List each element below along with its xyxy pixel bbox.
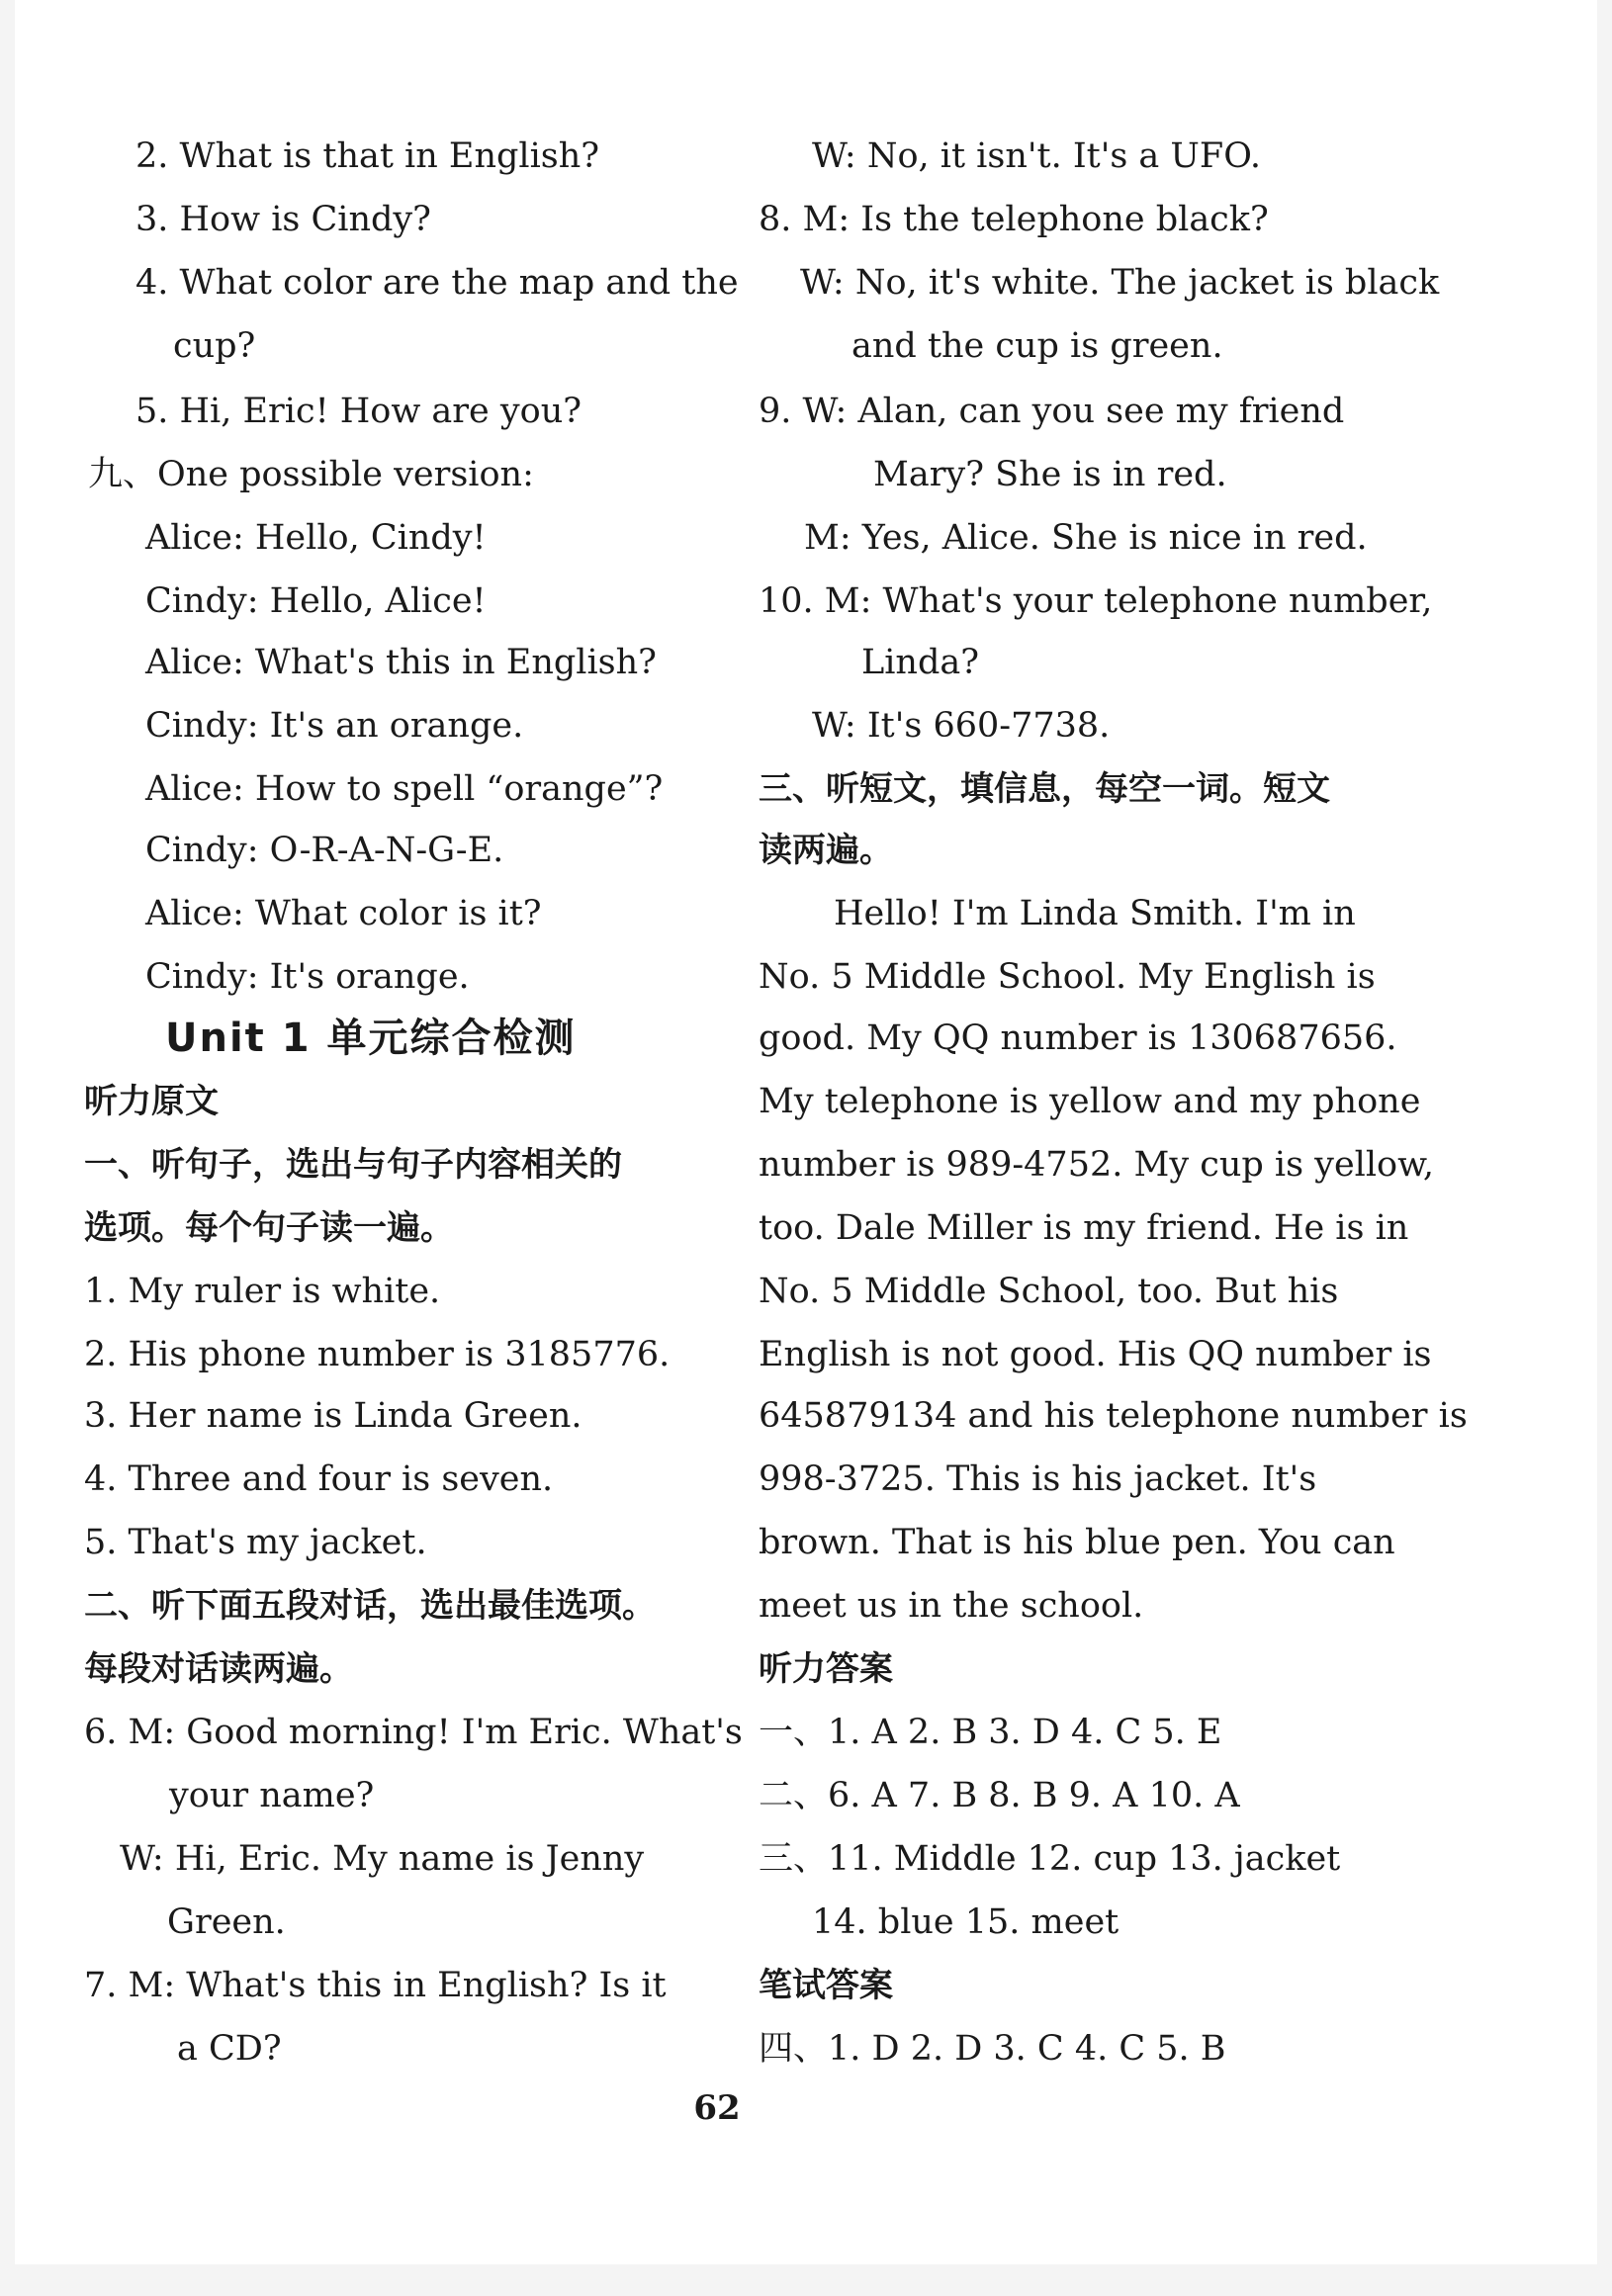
dialogue-line: a CD? — [177, 2029, 282, 2069]
dialogue-line: your name? — [169, 1776, 375, 1815]
dialogue-line: 10. M: What's your telephone number, — [759, 581, 1433, 621]
dialogue-line: Cindy: It's an orange. — [145, 706, 524, 746]
question-line: cup? — [173, 326, 256, 366]
passage-line: meet us in the school. — [759, 1586, 1144, 1626]
answer-line: 一、1. A 2. B 3. D 4. C 5. E — [759, 1713, 1222, 1752]
dialogue-line: and the cup is green. — [851, 326, 1223, 366]
answer-line: 三、11. Middle 12. cup 13. jacket — [759, 1839, 1341, 1879]
document-page — [15, 0, 1597, 2264]
passage-line: too. Dale Miller is my friend. He is in — [759, 1208, 1409, 1248]
dialogue-line: 8. M: Is the telephone black? — [759, 200, 1269, 239]
section-heading: 二、听下面五段对话，选出最佳选项。 — [84, 1586, 656, 1626]
dialogue-line: W: Hi, Eric. My name is Jenny — [120, 1839, 645, 1879]
question-line: 3. How is Cindy? — [135, 200, 431, 239]
question-line: 2. What is that in English? — [135, 136, 600, 176]
section-heading: 三、听短文，填信息，每空一词。短文 — [759, 769, 1330, 809]
section-heading: 听力原文 — [84, 1082, 219, 1121]
dialogue-line: 9. W: Alan, can you see my friend — [759, 392, 1345, 431]
dialogue-line: W: It's 660-7738. — [812, 706, 1111, 746]
dialogue-line: Alice: What color is it? — [145, 894, 542, 933]
section-heading: 九、One possible version: — [88, 455, 534, 494]
passage-line: 998-3725. This is his jacket. It's — [759, 1459, 1317, 1499]
question-line: 5. Hi, Eric! How are you? — [135, 392, 582, 431]
section-heading: 读两遍。 — [759, 831, 893, 870]
dialogue-line: 6. M: Good morning! I'm Eric. What's — [84, 1713, 743, 1752]
passage-line: 645879134 and his telephone number is — [759, 1396, 1468, 1436]
dialogue-line: Cindy: Hello, Alice! — [145, 581, 487, 621]
dialogue-line: Cindy: O-R-A-N-G-E. — [145, 831, 504, 870]
section-heading: 选项。每个句子读一遍。 — [84, 1208, 454, 1248]
page-number: 62 — [693, 2088, 741, 2128]
dialogue-line: W: No, it's white. The jacket is black — [800, 263, 1440, 303]
sentence-line: 5. That's my jacket. — [84, 1523, 427, 1562]
question-line: 4. What color are the map and the — [135, 263, 739, 303]
answer-line: 14. blue 15. meet — [812, 1902, 1119, 1942]
answer-line: 四、1. D 2. D 3. C 4. C 5. B — [759, 2029, 1226, 2069]
dialogue-line: Cindy: It's orange. — [145, 957, 470, 997]
passage-line: My telephone is yellow and my phone — [759, 1082, 1421, 1121]
dialogue-line: Green. — [167, 1902, 286, 1942]
dialogue-line: Linda? — [861, 643, 980, 682]
section-heading: 听力答案 — [759, 1649, 893, 1689]
sentence-line: 4. Three and four is seven. — [84, 1459, 554, 1499]
section-heading: 笔试答案 — [759, 1966, 893, 2005]
unit-title: Unit 1 单元综合检测 — [165, 1016, 577, 1061]
sentence-line: 2. His phone number is 3185776. — [84, 1335, 671, 1374]
answer-line: 二、6. A 7. B 8. B 9. A 10. A — [759, 1776, 1240, 1815]
section-heading: 每段对话读两遍。 — [84, 1649, 353, 1689]
passage-line: number is 989-4752. My cup is yellow, — [759, 1145, 1435, 1185]
dialogue-line: Alice: What's this in English? — [145, 643, 657, 682]
section-heading: 一、听句子，选出与句子内容相关的 — [84, 1145, 622, 1185]
dialogue-line: 7. M: What's this in English? Is it — [84, 1966, 667, 2005]
dialogue-line: Mary? She is in red. — [873, 455, 1227, 494]
dialogue-line: M: Yes, Alice. She is nice in red. — [804, 518, 1368, 558]
passage-line: Hello! I'm Linda Smith. I'm in — [834, 894, 1356, 933]
passage-line: No. 5 Middle School. My English is — [759, 957, 1376, 997]
passage-line: good. My QQ number is 130687656. — [759, 1018, 1397, 1058]
sentence-line: 3. Her name is Linda Green. — [84, 1396, 582, 1436]
dialogue-line: W: No, it isn't. It's a UFO. — [812, 136, 1261, 176]
passage-line: No. 5 Middle School, too. But his — [759, 1272, 1339, 1311]
dialogue-line: Alice: Hello, Cindy! — [145, 518, 487, 558]
dialogue-line: Alice: How to spell “orange”? — [145, 769, 664, 809]
sentence-line: 1. My ruler is white. — [84, 1272, 441, 1311]
passage-line: English is not good. His QQ number is — [759, 1335, 1432, 1374]
passage-line: brown. That is his blue pen. You can — [759, 1523, 1395, 1562]
